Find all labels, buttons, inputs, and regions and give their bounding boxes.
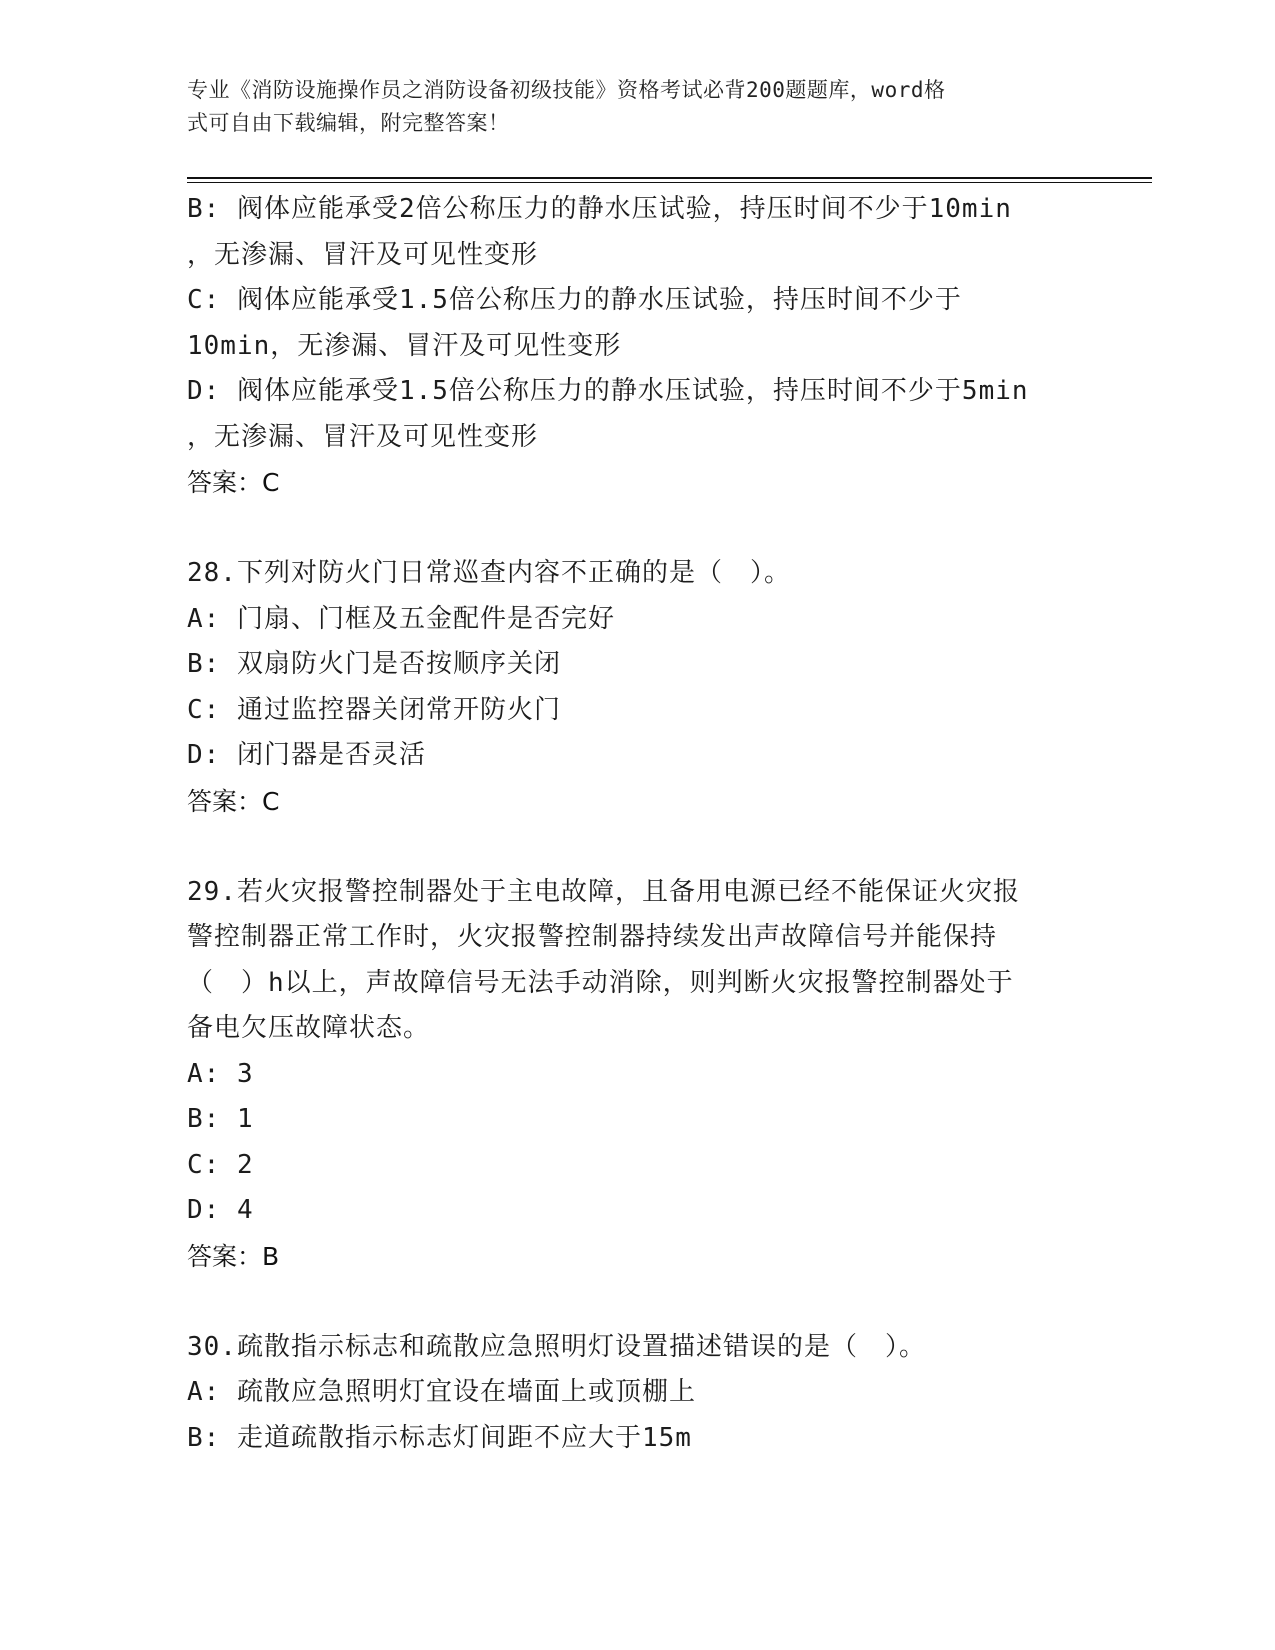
answer-29: 答案：B [187,1241,280,1271]
question-stem: 28.下列对防火门日常巡查内容不正确的是（ ）。 [187,558,791,588]
option-b-line-1: B: 阀体应能承受2倍公称压力的静水压试验，持压时间不少于10min [187,194,1012,224]
option-c-line-1: C: 阀体应能承受1.5倍公称压力的静水压试验，持压时间不少于 [187,285,962,315]
option-c-line-2: 10min，无渗漏、冒汗及可见性变形 [187,330,622,361]
question-27 [187,187,1087,506]
option-d-line-2: ，无渗漏、冒汗及可见性变形 [187,421,539,452]
option-a: A: 疏散应急照明灯宜设在墙面上或顶棚上 [187,1377,696,1407]
option-b-line-2: ，无渗漏、冒汗及可见性变形 [187,239,539,270]
question-28 [187,551,1087,824]
option-d: D: 4 [187,1195,254,1225]
header-title-line-2: 式可自由下载编辑，附完整答案！ [187,111,510,135]
question-stem-line-4: 备电欠压故障状态。 [187,1013,431,1043]
answer-27: 答案：C [187,468,280,497]
header-title-line-1: 专业《消防设施操作员之消防设备初级技能》资格考试必背200题题库，word格 [187,78,946,102]
option-d-line-1: D: 阀体应能承受1.5倍公称压力的静水压试验，持压时间不少于5min [187,376,1029,406]
option-c: C: 通过监控器关闭常开防火门 [187,694,561,725]
question-stem-line-2: 警控制器正常工作时，火灾报警控制器持续发出声故障信号并能保持 [187,922,998,952]
question-stem: 30.疏散指示标志和疏散应急照明灯设置描述错误的是（ ）。 [187,1331,926,1362]
option-a: A: 3 [187,1058,254,1089]
question-stem-line-3: （ ）h以上，声故障信号无法手动消除，则判断火灾报警控制器处于 [187,967,1014,998]
answer-28: 答案：C [187,786,280,816]
option-b: B: 走道疏散指示标志灯间距不应大于15m [187,1422,692,1453]
spacer [187,824,1087,870]
header-divider-thick [187,177,1152,179]
option-b: B: 双扇防火门是否按顺序关闭 [187,649,561,679]
question-stem-line-1: 29.若火灾报警控制器处于主电故障，且备用电源已经不能保证火灾报 [187,876,1020,907]
question-30 [187,1325,1087,1462]
header-divider-thin [187,182,1152,183]
spacer [187,506,1087,552]
option-a: A: 门扇、门框及五金配件是否完好 [187,603,615,634]
question-content [187,187,1087,1461]
option-c: C: 2 [187,1149,254,1180]
question-29 [187,870,1087,1280]
option-d: D: 闭门器是否灵活 [187,740,426,770]
spacer [187,1279,1087,1325]
document-header [187,74,1067,140]
option-b: B: 1 [187,1104,254,1134]
